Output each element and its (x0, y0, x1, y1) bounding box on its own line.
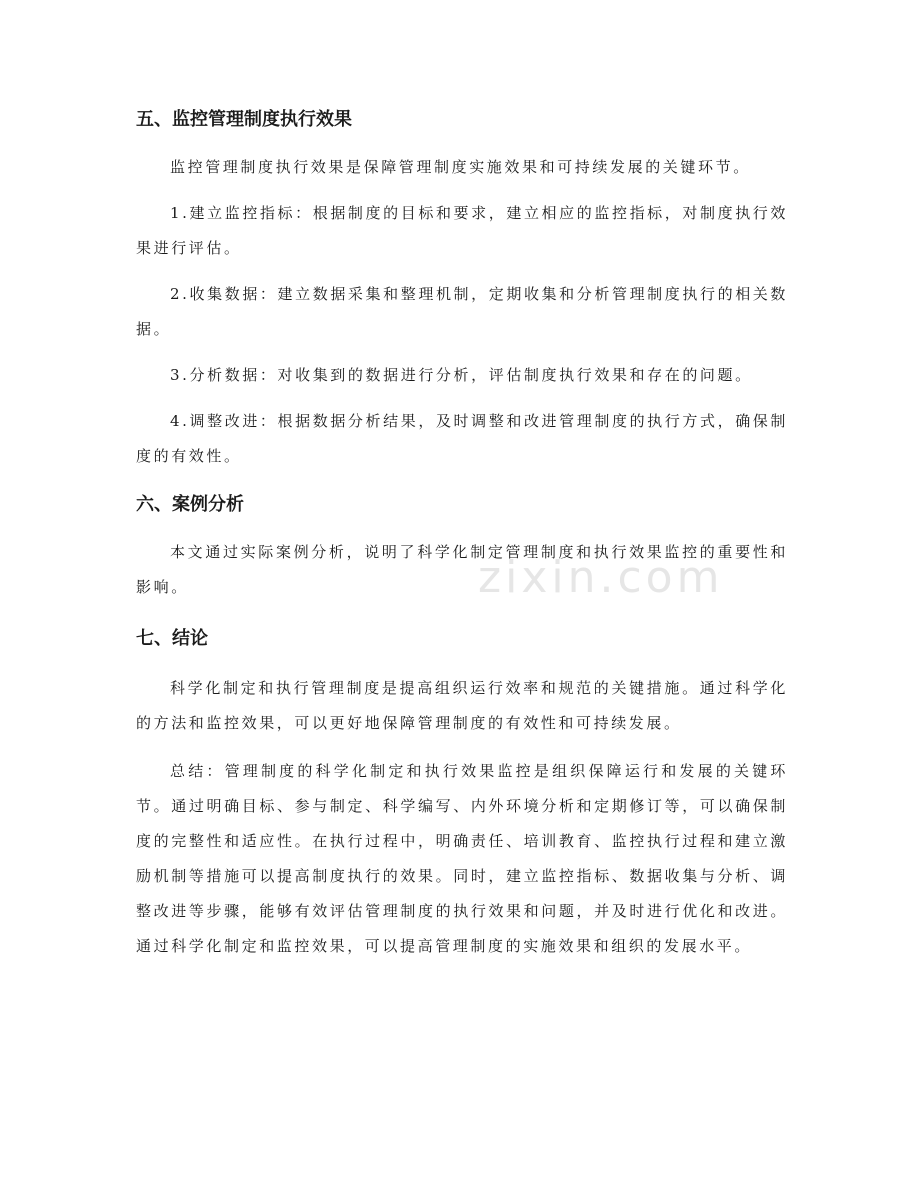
document-body (136, 100, 788, 964)
section-heading-6: 六、案例分析 (136, 494, 244, 515)
section-5-item-2: 2.收集数据：建立数据采集和整理机制，定期收集和分析管理制度执行的相关数据。 (136, 285, 788, 338)
section-7-body: 科学化制定和执行管理制度是提高组织运行效率和规范的关键措施。通过科学化的方法和监控效果，可以更好地保障管理制度的有效性和可持续发展。 (136, 679, 788, 732)
section-6-body: 本文通过实际案例分析，说明了科学化制定管理制度和执行效果监控的重要性和影响。 (136, 543, 788, 596)
section-5-item-3: 3.分析数据：对收集到的数据进行分析，评估制度执行效果和存在的问题。 (170, 366, 753, 384)
section-7-summary: 总结：管理制度的科学化制定和执行效果监控是组织保障运行和发展的关键环节。通过明确目标、参与制定、科学编写、内外环境分析和定期修订等，可以确保制度的完整性和适应性。在执行过程中，明确责任、培训教育、监控执行过程和建立激励机制等措施可以提高制度执行的效果。同时，建立监控指标、数据收集与分析、调整改进等步骤，能够有效评估管理制度的执行效果和问题，并及时进行优化和改进。通过科学化制定和监控效果，可以提高管理制度的实施效果和组织的发展水平。 (136, 762, 788, 955)
section-5-intro: 监控管理制度执行效果是保障管理制度实施效果和可持续发展的关键环节。 (170, 158, 751, 176)
section-heading-7: 七、结论 (136, 628, 208, 649)
section-5-item-1: 1.建立监控指标：根据制度的目标和要求，建立相应的监控指标，对制度执行效果进行评估。 (136, 204, 788, 257)
watermark: zixin.com (478, 552, 724, 603)
section-5-item-4: 4.调整改进：根据数据分析结果，及时调整和改进管理制度的执行方式，确保制度的有效性。 (136, 412, 788, 465)
section-heading-5: 五、监控管理制度执行效果 (136, 109, 352, 130)
